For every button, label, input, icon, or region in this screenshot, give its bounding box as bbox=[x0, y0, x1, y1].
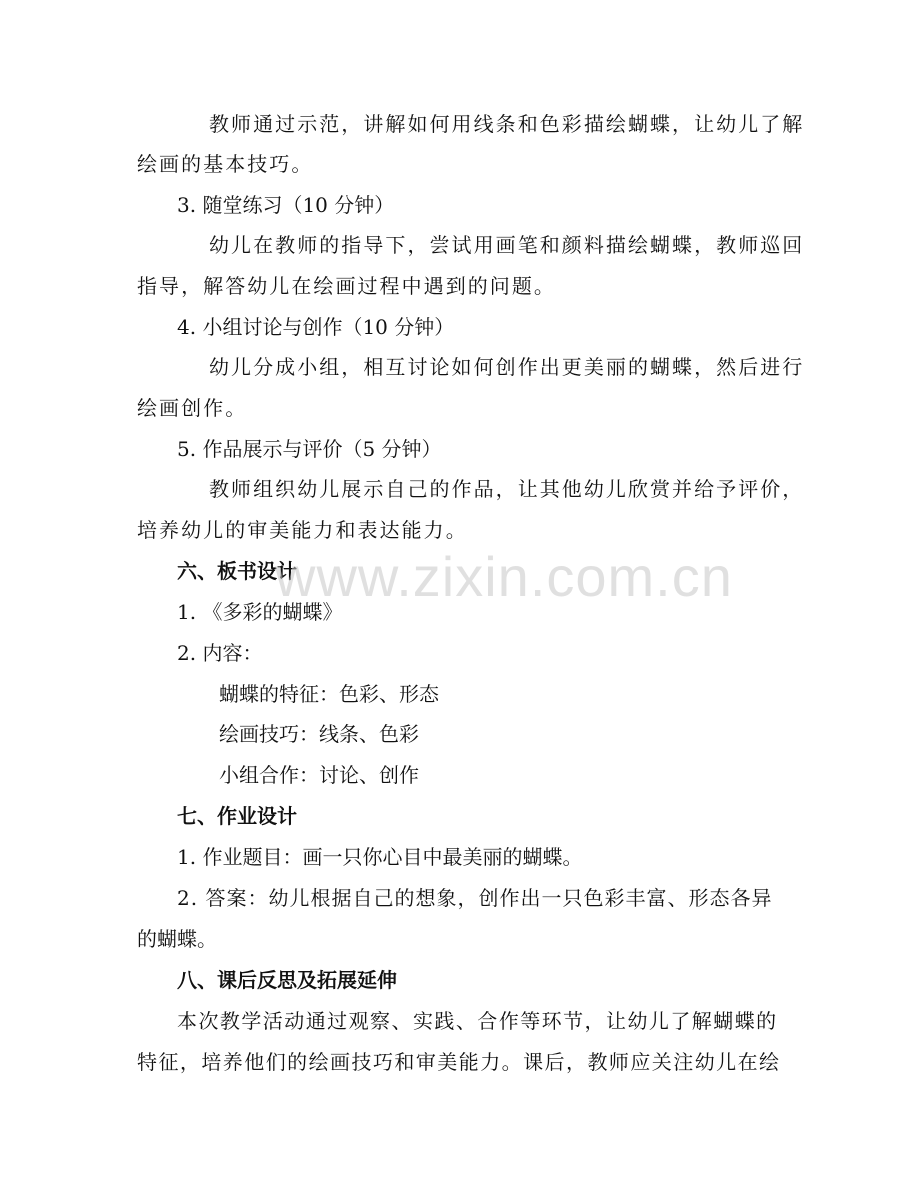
paragraph-line: 指导，解答幼儿在绘画过程中遇到的问题。 bbox=[137, 274, 556, 298]
paragraph-line: 培养幼儿的审美能力和表达能力。 bbox=[137, 518, 468, 542]
paragraph-line: 教师组织幼儿展示自己的作品，让其他幼儿欣赏并给予评价， bbox=[209, 477, 805, 501]
section-heading: 八、课后反思及拓展延伸 bbox=[177, 968, 397, 992]
section-item: 3. 随堂练习（10 分钟） bbox=[177, 193, 395, 217]
section-item: 5. 作品展示与评价（5 分钟） bbox=[177, 437, 442, 461]
paragraph-line: 幼儿在教师的指导下，尝试用画笔和颜料描绘蝴蝶，教师巡回 bbox=[209, 233, 805, 257]
list-item: 2. 答案：幼儿根据自己的想象，创作出一只色彩丰富、形态各异 bbox=[177, 886, 773, 910]
section-heading: 六、板书设计 bbox=[177, 559, 297, 583]
paragraph-line: 本次教学活动通过观察、实践、合作等环节，让幼儿了解蝴蝶的 bbox=[177, 1009, 778, 1033]
paragraph-line: 教师通过示范，讲解如何用线条和色彩描绘蝴蝶，让幼儿了解 bbox=[209, 112, 805, 136]
paragraph-line: 绘画的基本技巧。 bbox=[137, 152, 314, 176]
section-heading: 七、作业设计 bbox=[177, 804, 297, 828]
paragraph-line: 特征，培养他们的绘画技巧和审美能力。课后，教师应关注幼儿在绘 bbox=[137, 1050, 781, 1074]
list-subitem: 绘画技巧：线条、色彩 bbox=[219, 722, 419, 746]
paragraph-line: 绘画创作。 bbox=[137, 396, 248, 420]
list-subitem: 小组合作：讨论、创作 bbox=[219, 763, 419, 787]
list-subitem: 蝴蝶的特征：色彩、形态 bbox=[219, 682, 439, 706]
list-item: 2. 内容： bbox=[177, 641, 263, 665]
paragraph-line: 的蝴蝶。 bbox=[137, 927, 217, 951]
list-item: 1. 作业题目：画一只你心目中最美丽的蝴蝶。 bbox=[177, 845, 583, 869]
list-item: 1. 《多彩的蝴蝶》 bbox=[177, 600, 343, 624]
watermark: www.zixin.com.cn bbox=[275, 545, 733, 608]
section-item: 4. 小组讨论与创作（10 分钟） bbox=[177, 315, 455, 339]
paragraph-line: 幼儿分成小组，相互讨论如何创作出更美丽的蝴蝶，然后进行 bbox=[209, 355, 805, 379]
